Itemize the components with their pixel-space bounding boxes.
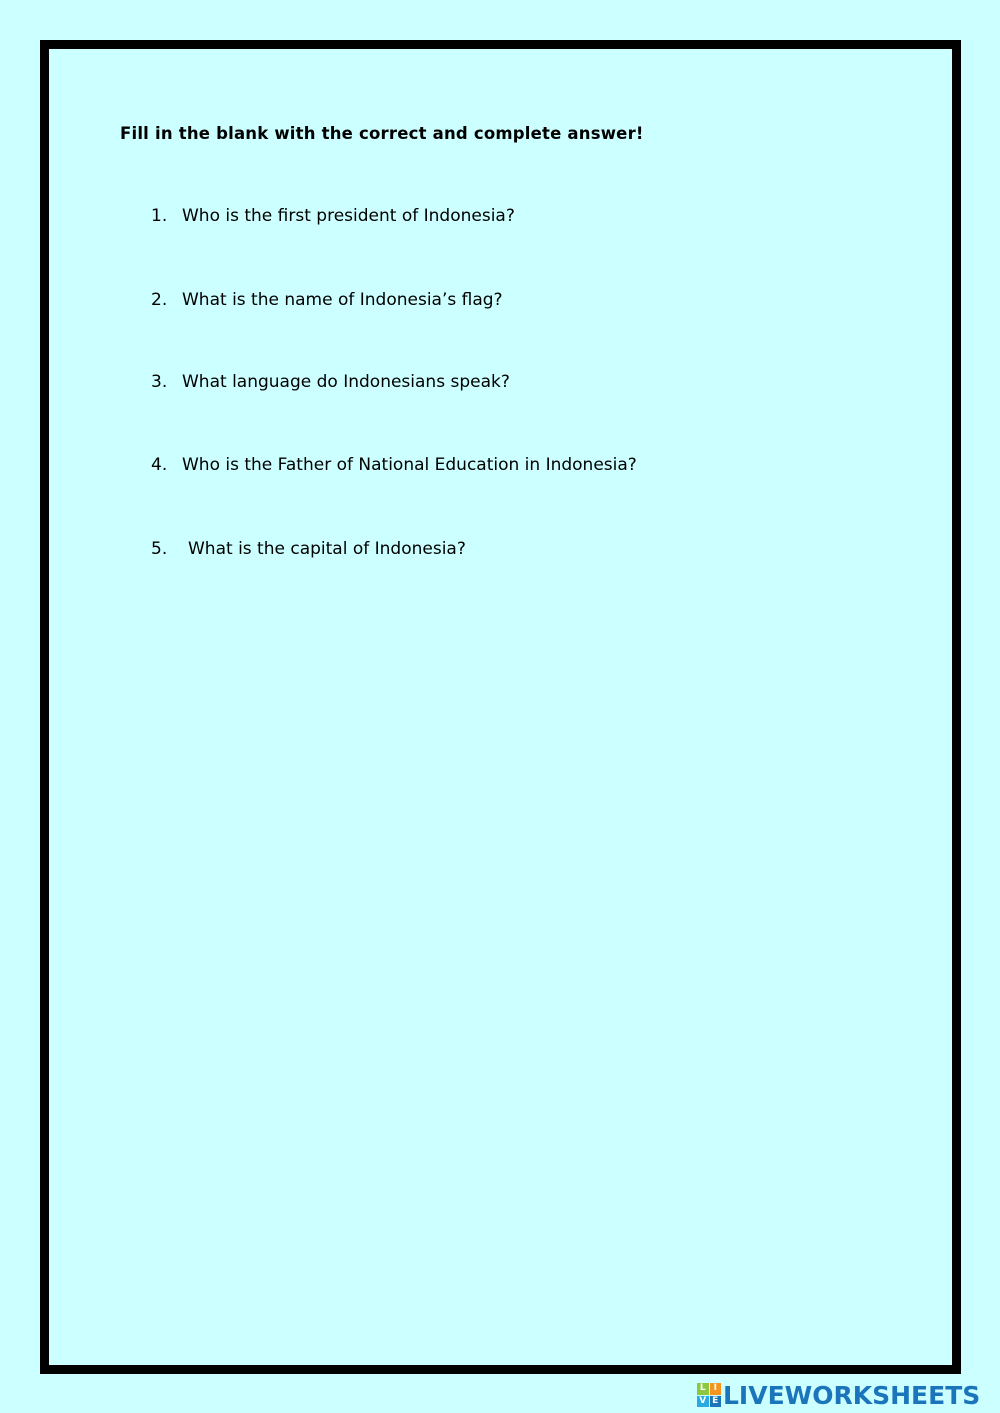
question-number: 2. [151,290,168,310]
question-text: What language do Indonesians speak? [182,372,510,392]
question-text: What is the capital of Indonesia? [188,539,466,559]
question-item [151,206,515,226]
question-item [151,455,637,475]
question-text: Who is the Father of National Education in Indonesia? [182,455,637,475]
liveworksheets-logo-icon [697,1383,721,1407]
question-item [151,290,503,310]
question-number: 3. [151,372,168,392]
liveworksheets-brand [697,1378,980,1412]
instruction-text: Fill in the blank with the correct and complete answer! [120,124,644,143]
question-number: 5. [151,539,168,559]
brand-name: LIVEWORKSHEETS [723,1380,981,1410]
logo-letter: L [697,1383,709,1395]
worksheet-border [40,40,961,1374]
question-number: 4. [151,455,168,475]
logo-letter: I [710,1383,722,1395]
question-item [151,539,466,559]
logo-letter: V [697,1396,709,1408]
question-text: What is the name of Indonesia’s flag? [182,290,503,310]
question-number: 1. [151,206,168,226]
question-text: Who is the first president of Indonesia? [182,206,515,226]
question-item [151,372,510,392]
logo-letter: E [710,1396,722,1408]
